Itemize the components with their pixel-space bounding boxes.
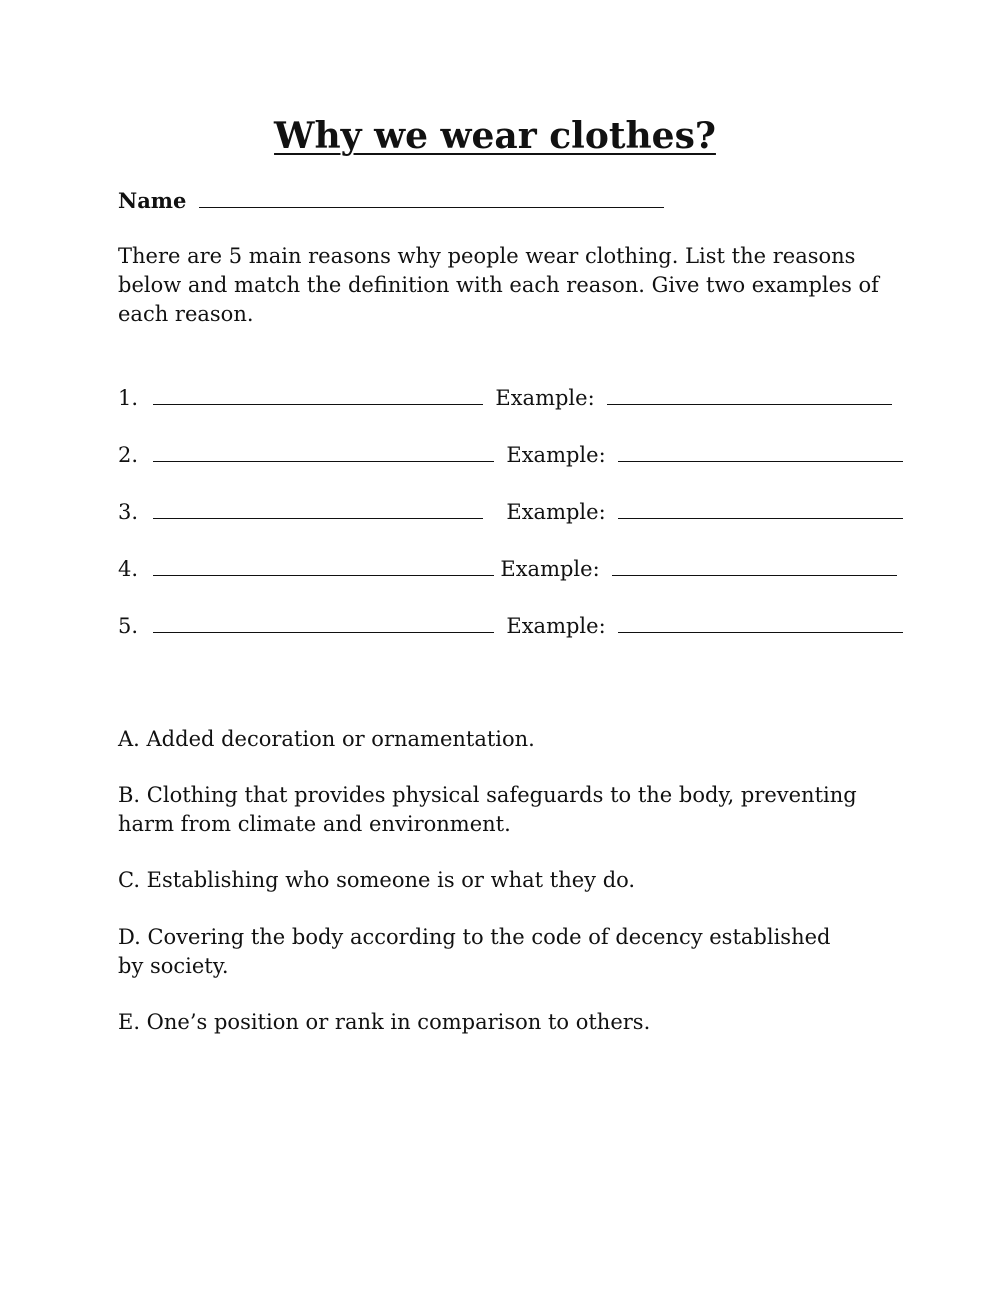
- example-blank[interactable]: [618, 443, 903, 462]
- reason-number: 3.: [118, 500, 139, 524]
- reason-row-5: [118, 614, 903, 638]
- reason-row-2: [118, 443, 903, 467]
- name-label: Name: [118, 188, 187, 213]
- reason-row-4: [118, 557, 897, 581]
- reason-number: 4.: [118, 557, 139, 581]
- reason-blank[interactable]: [153, 500, 483, 519]
- example-label: Example:: [495, 386, 595, 410]
- example-blank[interactable]: [618, 614, 903, 633]
- page-title: Why we wear clothes?: [274, 115, 716, 157]
- definition-a: A. Added decoration or ornamentation.: [118, 727, 535, 751]
- reason-blank[interactable]: [153, 386, 483, 405]
- reason-blank[interactable]: [153, 557, 494, 576]
- name-row: [118, 188, 664, 213]
- definition-c: C. Establishing who someone is or what they do.: [118, 868, 636, 892]
- example-blank[interactable]: [618, 500, 903, 519]
- definition-b: B. Clothing that provides physical safeguards to the body, preventing harm from climate and environment.: [118, 783, 857, 836]
- reason-row-3: [118, 500, 903, 524]
- reason-blank[interactable]: [153, 443, 494, 462]
- example-label: Example:: [506, 614, 606, 638]
- reason-number: 2.: [118, 443, 139, 467]
- reason-number: 1.: [118, 386, 139, 410]
- example-blank[interactable]: [612, 557, 897, 576]
- reason-row-1: [118, 386, 892, 410]
- example-label: Example:: [506, 443, 606, 467]
- definition-e: E. One’s position or rank in comparison to others.: [118, 1010, 651, 1034]
- name-blank[interactable]: [199, 189, 664, 208]
- reason-number: 5.: [118, 614, 139, 638]
- instructions: There are 5 main reasons why people wear clothing. List the reasons below and match the definition with each reason. Give two examples of each reason.: [118, 244, 879, 326]
- reason-blank[interactable]: [153, 614, 494, 633]
- definition-d: D. Covering the body according to the code of decency established by society.: [118, 925, 831, 978]
- example-label: Example:: [506, 500, 606, 524]
- example-blank[interactable]: [607, 386, 892, 405]
- example-label: Example:: [500, 557, 600, 581]
